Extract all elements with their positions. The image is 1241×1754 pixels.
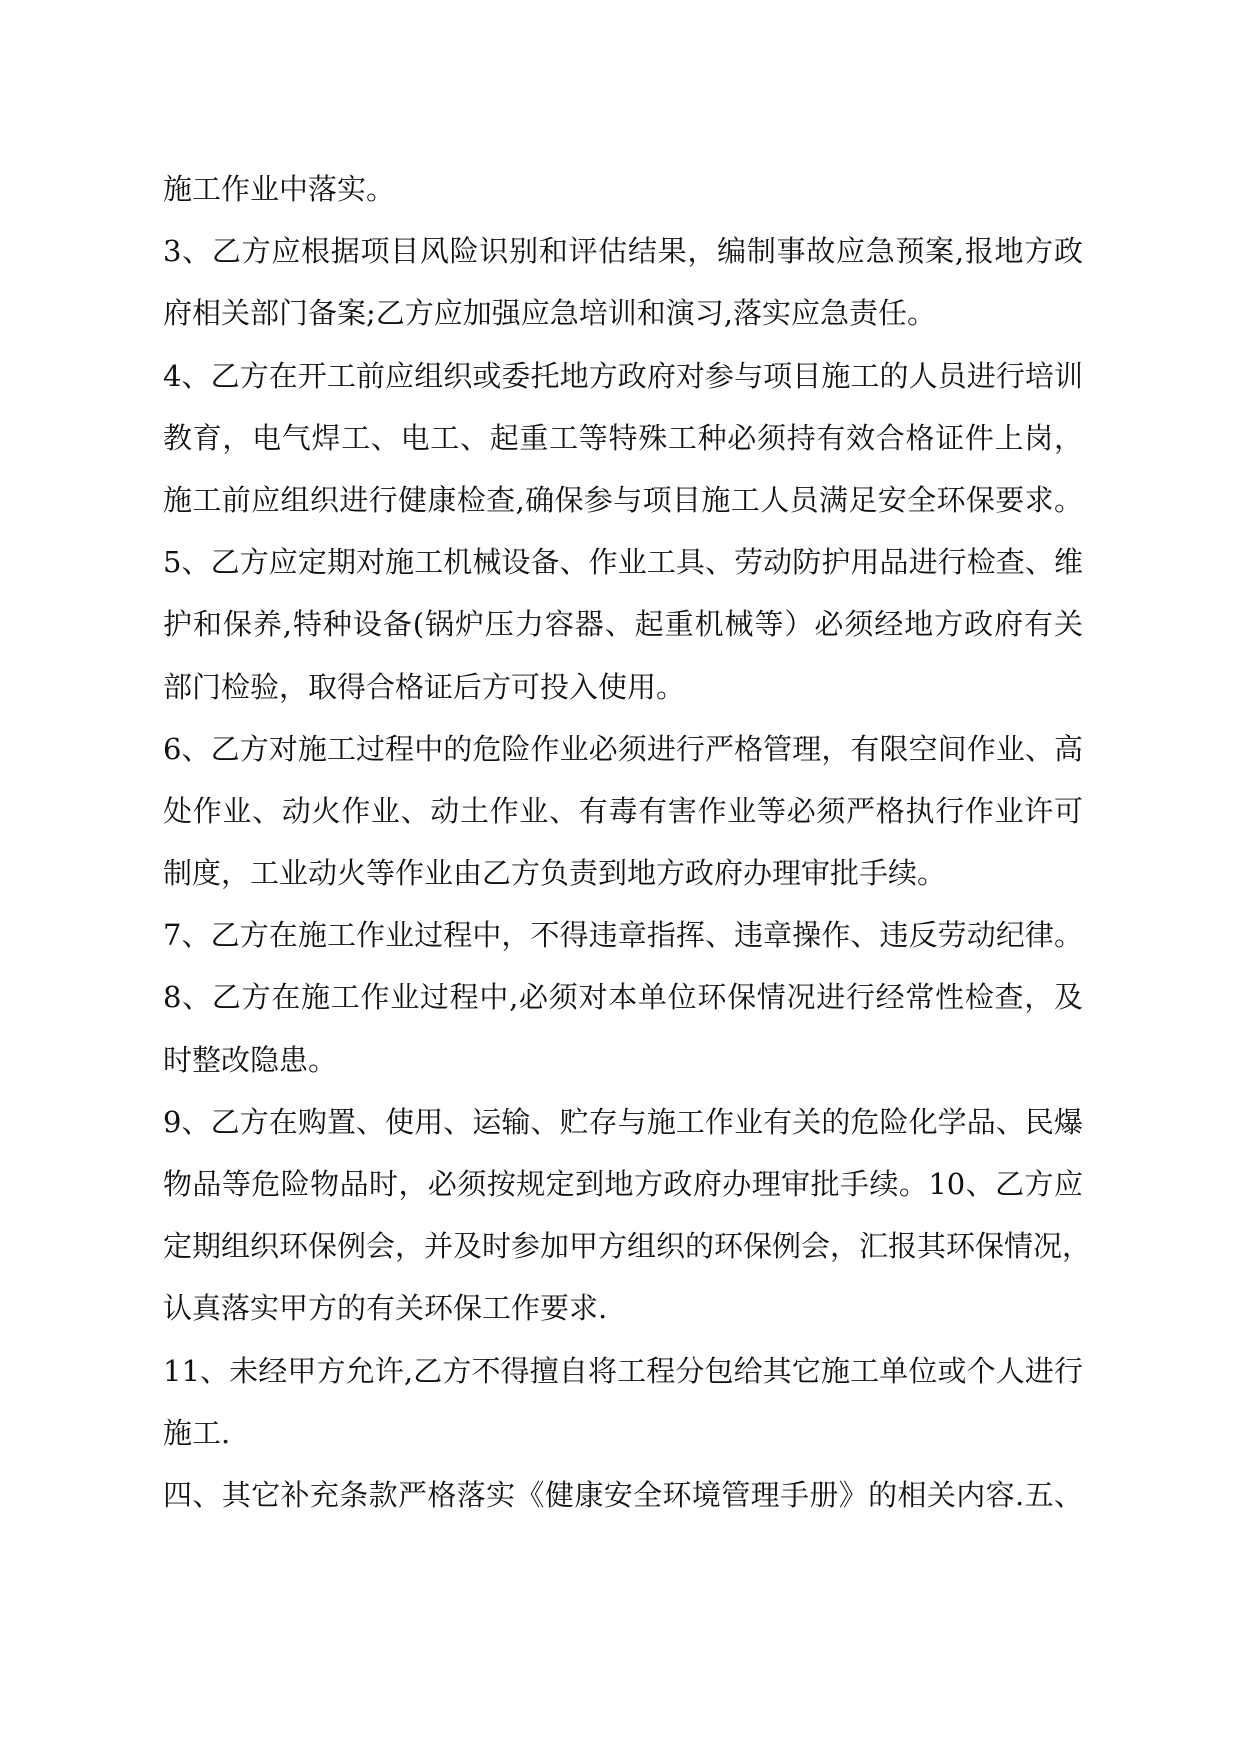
text-line-13: 7、乙方在施工作业过程中，不得违章指挥、违章操作、违反劳动纪律。 (163, 918, 1083, 953)
text-line-1: 施工作业中落实。 (163, 172, 396, 206)
text-line-12: 制度，工业动火等作业由乙方负责到地方政府办理审批手续。 (163, 856, 947, 891)
text-line-16: 9、乙方在购置、使用、运输、贮存与施工作业有关的危险化学品、民爆 (163, 1104, 1083, 1139)
text-line-21: 施工. (163, 1415, 231, 1450)
document-body (163, 158, 1092, 1526)
text-line-17: 物品等危险物品时，必须按规定到地方政府办理审批手续。10、乙方应 (163, 1167, 1083, 1201)
text-line-19: 认真落实甲方的有关环保工作要求. (163, 1291, 608, 1326)
text-line-5: 教育，电气焊工、电工、起重工等特殊工种必须持有效合格证件上岗， (163, 420, 1083, 455)
text-line-6: 施工前应组织进行健康检查,确保参与项目施工人员满足安全环保要求。 (163, 482, 1083, 517)
text-line-8: 护和保养,特种设备(锅炉压力容器、起重机械等）必须经地方政府有关 (163, 607, 1083, 642)
text-line-9: 部门检验，取得合格证后方可投入使用。 (163, 669, 686, 704)
text-line-18: 定期组织环保例会，并及时参加甲方组织的环保例会，汇报其环保情况， (163, 1229, 1092, 1264)
text-line-7: 5、乙方应定期对施工机械设备、作业工具、劳动防护用品进行检查、维 (163, 545, 1083, 580)
text-line-2: 3、乙方应根据项目风险识别和评估结果，编制事故应急预案,报地方政 (163, 234, 1083, 269)
text-line-3: 府相关部门备案;乙方应加强应急培训和演习,落实应急责任。 (163, 296, 936, 331)
text-line-22: 四、其它补充条款严格落实《健康安全环境管理手册》的相关内容.五、 (163, 1477, 1083, 1512)
text-line-15: 时整改隐患。 (163, 1042, 338, 1077)
text-line-11: 处作业、动火作业、动土作业、有毒有害作业等必须严格执行作业许可 (163, 793, 1083, 828)
text-line-10: 6、乙方对施工过程中的危险作业必须进行严格管理，有限空间作业、高 (163, 731, 1083, 766)
text-line-14: 8、乙方在施工作业过程中,必须对本单位环保情况进行经常性检查，及 (163, 980, 1083, 1015)
text-line-20: 11、未经甲方允许,乙方不得擅自将工程分包给其它施工单位或个人进行 (163, 1353, 1083, 1388)
text-line-4: 4、乙方在开工前应组织或委托地方政府对参与项目施工的人员进行培训 (163, 358, 1083, 393)
